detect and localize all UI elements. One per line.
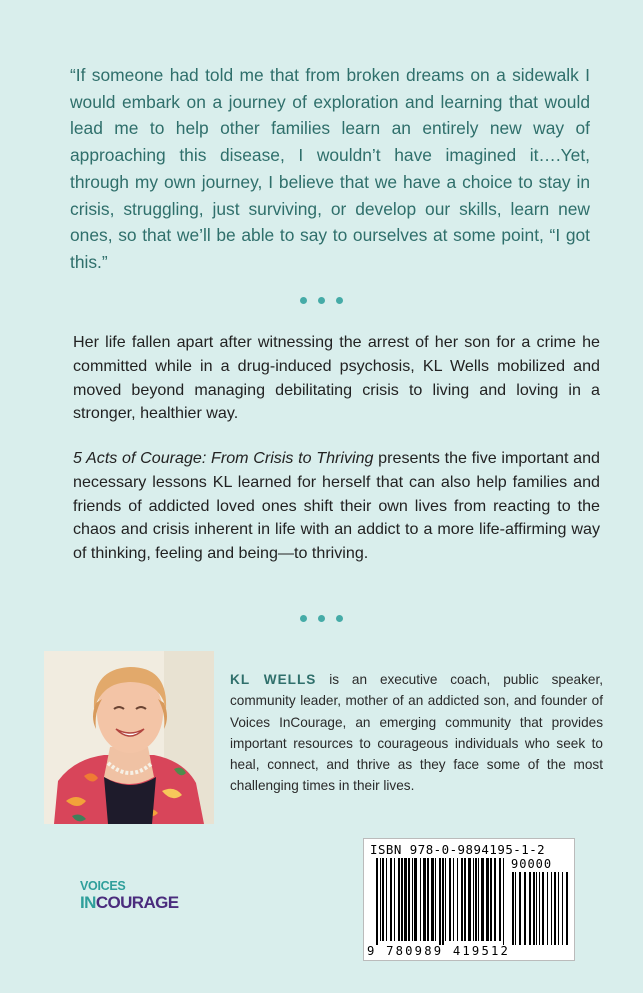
author-portrait-illustration bbox=[44, 651, 214, 824]
divider-dot bbox=[336, 615, 343, 622]
logo-in-text: IN bbox=[80, 892, 96, 912]
book-title: 5 Acts of Courage: From Crisis to Thriving bbox=[73, 449, 374, 467]
divider-dot bbox=[336, 297, 343, 304]
isbn-number: ISBN 978-0-9894195-1-2 bbox=[370, 842, 546, 857]
logo-voices: VOICES bbox=[80, 879, 126, 893]
ean-number: 9 780989 419512 bbox=[367, 944, 511, 958]
author-bio bbox=[230, 669, 603, 797]
divider-dot bbox=[318, 297, 325, 304]
logo-incourage bbox=[80, 894, 179, 911]
logo-courage-text: COURAGE bbox=[95, 892, 179, 912]
divider-dot bbox=[300, 297, 307, 304]
author-name: KL WELLS bbox=[230, 672, 317, 687]
book-summary-text: presents the five important and necessary lessons KL learned for herself that can also help families and friends of addicted loved ones shift their own lives from reacting to the chaos and crisis inherent in life with an addict to a more life-affirming way of thinking, feeling and being—to thriving. bbox=[73, 449, 600, 563]
section-divider bbox=[0, 297, 643, 304]
pull-quote: “If someone had told me that from broken dreams on a sidewalk I would embark on a journey of exploration and learning that would lead me to help other families learn an entirely new way of approaching this disease, I wouldn’t have imagined it….Yet, through my own journey, I believe that we have a choice to stay in crisis, struggling, just surviving, or develop our skills, learn new ones, so that we’ll be able to say to ourselves at some point, “I got this.” bbox=[70, 65, 590, 272]
section-divider bbox=[0, 615, 643, 622]
author-bio-text: is an executive coach, public speaker, community leader, mother of an addicted son, and founder of Voices InCourage, an emerging community that provides important resources to courageous individuals who seek to heal, connect, and thrive as they face some of the most challenging times in their lives. bbox=[230, 672, 603, 794]
publisher-logo bbox=[80, 880, 179, 911]
description-paragraph: Her life fallen apart after witnessing the arrest of her son for a crime he committed while in a drug-induced psychosis, KL Wells mobilized and moved beyond managing debilitating crisis to living and loving in a stronger, healthier way. bbox=[73, 333, 600, 423]
divider-dot bbox=[318, 615, 325, 622]
divider-dot bbox=[300, 615, 307, 622]
price-code: 90000 bbox=[511, 857, 553, 871]
book-summary-paragraph bbox=[73, 447, 600, 566]
isbn-barcode bbox=[363, 838, 575, 961]
author-photo bbox=[44, 651, 214, 824]
